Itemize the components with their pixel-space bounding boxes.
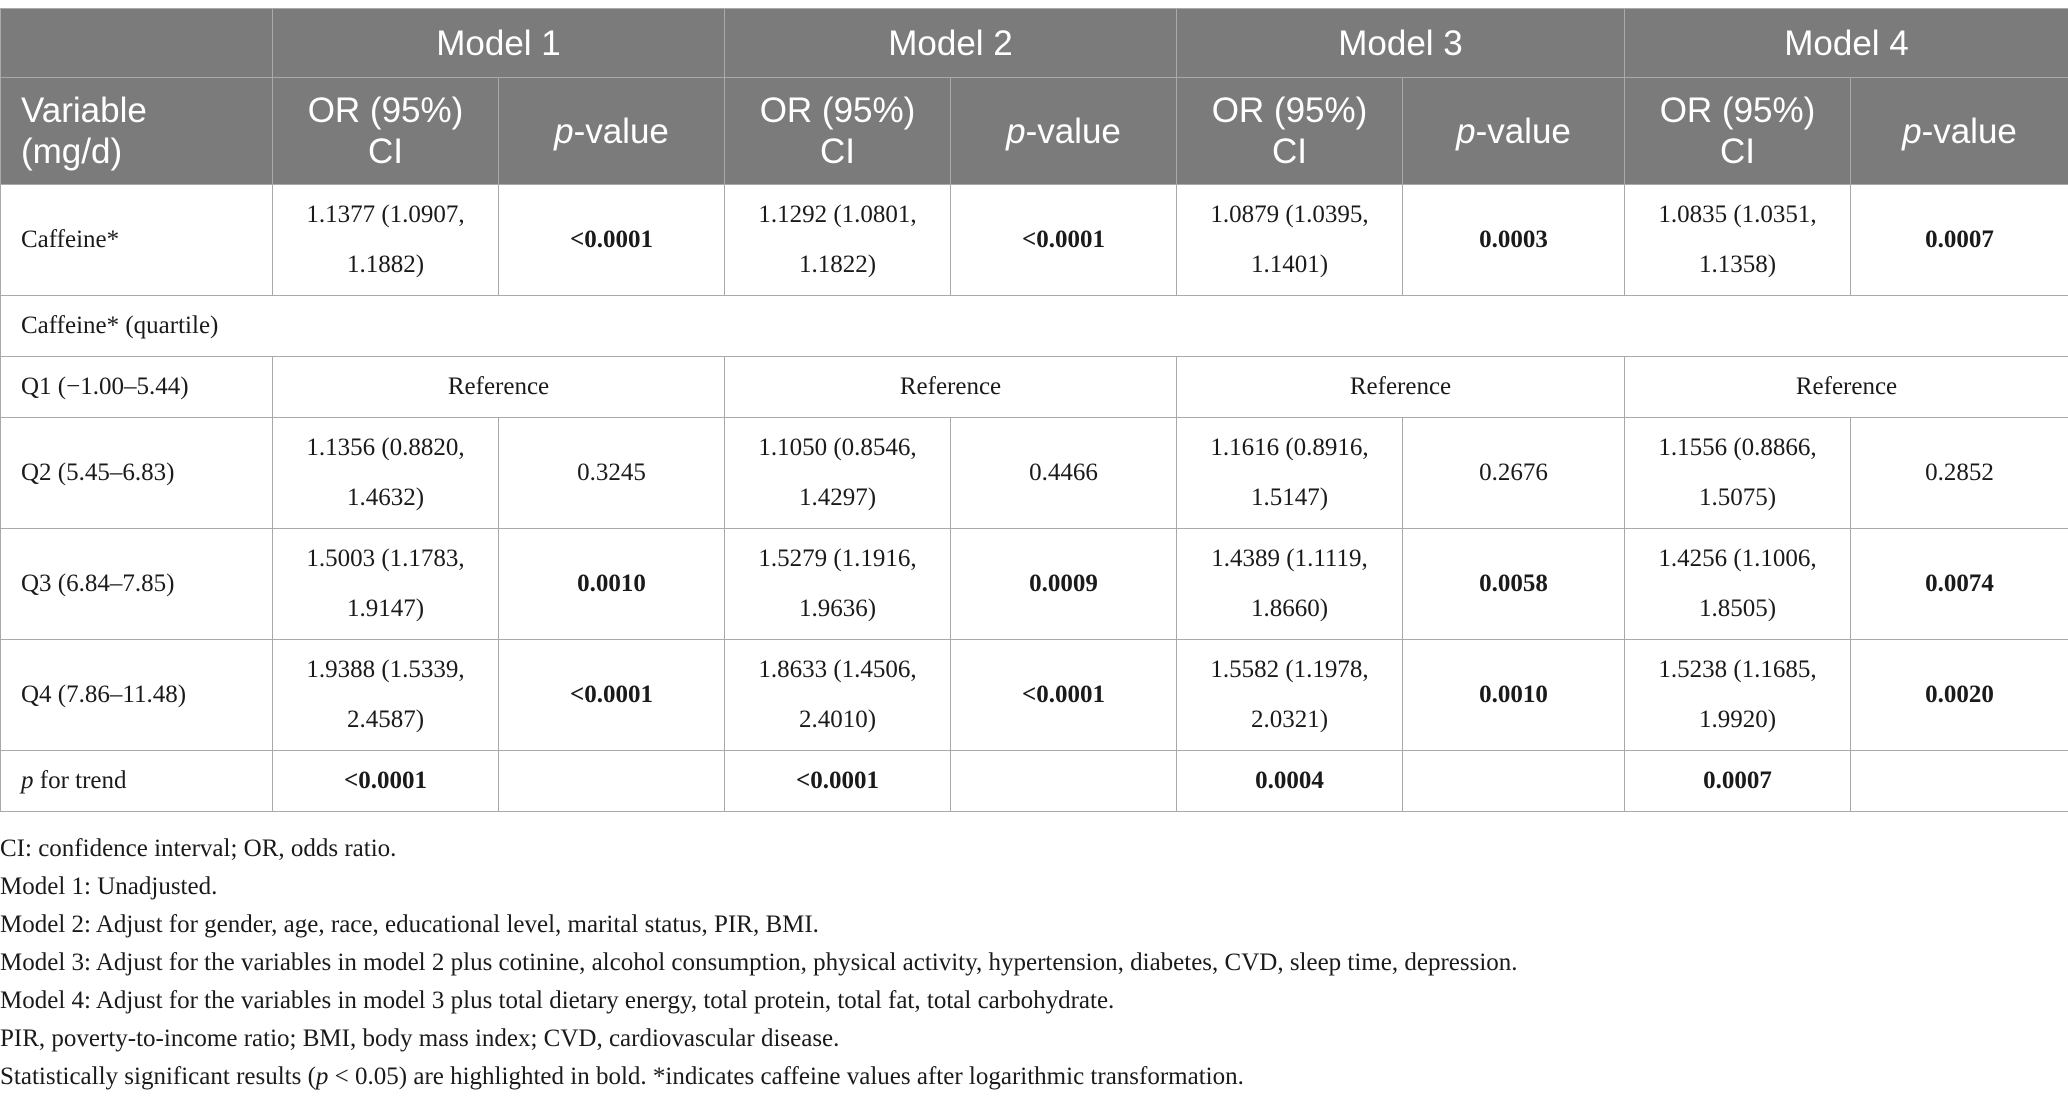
p-value-cell: 0.4466 (951, 418, 1177, 529)
or-ci-cell: 1.5582 (1.1978, 2.0321) (1177, 640, 1403, 751)
variable-header-line2: (mg/d) (21, 132, 123, 171)
p-value-cell: 0.0058 (1403, 529, 1625, 640)
or-ci-cell: 1.5003 (1.1783, 1.9147) (273, 529, 499, 640)
table-row-p-for-trend (1, 751, 2068, 812)
footnote: Model 2: Adjust for gender, age, race, educational level, marital status, PIR, BMI. (0, 911, 819, 938)
p-value-cell: <0.0001 (951, 640, 1177, 751)
results-table (0, 8, 2068, 812)
reference-cell: Reference (1625, 357, 2068, 418)
p-value-cell: 0.0007 (1851, 185, 2068, 296)
row-label: Q1 (−1.00–5.44) (1, 357, 273, 418)
trend-value-cell: 0.0004 (1177, 751, 1403, 812)
reference-cell: Reference (725, 357, 1177, 418)
p-value-cell: 0.2852 (1851, 418, 2068, 529)
p-value-header: p-value (1403, 78, 1625, 185)
p-value-cell: 0.3245 (499, 418, 725, 529)
p-value-cell: 0.0010 (499, 529, 725, 640)
header-empty-cell (1, 9, 273, 78)
header-row-models (1, 9, 2068, 78)
model-2-header: Model 2 (725, 9, 1177, 78)
table-row-q4 (1, 640, 2068, 751)
or-ci-cell: 1.9388 (1.5339, 2.4587) (273, 640, 499, 751)
p-value-cell: 0.0010 (1403, 640, 1625, 751)
or-ci-header: OR (95%) CI (1177, 78, 1403, 185)
or-ci-cell: 1.1556 (0.8866, 1.5075) (1625, 418, 1851, 529)
table-row-quartile-section (1, 296, 2068, 357)
row-label: Q4 (7.86–11.48) (1, 640, 273, 751)
reference-cell: Reference (273, 357, 725, 418)
row-label: Q2 (5.45–6.83) (1, 418, 273, 529)
trend-value-cell: <0.0001 (725, 751, 951, 812)
footnote: Model 1: Unadjusted. (0, 873, 218, 900)
or-ci-header: OR (95%) CI (1625, 78, 1851, 185)
variable-header-line1: Variable (21, 91, 147, 130)
p-value-header: p-value (499, 78, 725, 185)
footnote-significance: Statistically significant results (p < 0.05) are highlighted in bold. *indicates caffeine values after logarithmic transformation. (0, 1063, 1244, 1090)
table-row-q1 (1, 357, 2068, 418)
section-label: Caffeine* (quartile) (1, 296, 2068, 357)
model-1-header: Model 1 (273, 9, 725, 78)
or-ci-cell: 1.0835 (1.0351, 1.1358) (1625, 185, 1851, 296)
p-value-header: p-value (1851, 78, 2068, 185)
or-ci-cell: 1.1377 (1.0907, 1.1882) (273, 185, 499, 296)
or-ci-cell: 1.0879 (1.0395, 1.1401) (1177, 185, 1403, 296)
or-ci-cell: 1.1292 (1.0801, 1.1822) (725, 185, 951, 296)
or-ci-header: OR (95%) CI (725, 78, 951, 185)
p-value-cell: 0.0020 (1851, 640, 2068, 751)
p-value-cell: 0.0003 (1403, 185, 1625, 296)
or-ci-cell: 1.1050 (0.8546, 1.4297) (725, 418, 951, 529)
p-value-cell: 0.0009 (951, 529, 1177, 640)
p-value-header: p-value (951, 78, 1177, 185)
row-label: p for trend (1, 751, 273, 812)
p-value-cell: <0.0001 (951, 185, 1177, 296)
or-ci-cell: 1.8633 (1.4506, 2.4010) (725, 640, 951, 751)
or-ci-cell: 1.5238 (1.1685, 1.9920) (1625, 640, 1851, 751)
footnote: Model 4: Adjust for the variables in model 3 plus total dietary energy, total protein, total fat, total carbohydrate. (0, 987, 1115, 1014)
empty-cell (951, 751, 1177, 812)
p-value-cell: <0.0001 (499, 185, 725, 296)
table-row-q2 (1, 418, 2068, 529)
model-3-header: Model 3 (1177, 9, 1625, 78)
row-label: Caffeine* (1, 185, 273, 296)
variable-header (1, 78, 273, 185)
or-ci-header: OR (95%) CI (273, 78, 499, 185)
or-ci-cell: 1.5279 (1.1916, 1.9636) (725, 529, 951, 640)
or-ci-cell: 1.1616 (0.8916, 1.5147) (1177, 418, 1403, 529)
p-value-cell: <0.0001 (499, 640, 725, 751)
or-ci-cell: 1.1356 (0.8820, 1.4632) (273, 418, 499, 529)
empty-cell (1403, 751, 1625, 812)
empty-cell (499, 751, 725, 812)
or-ci-cell: 1.4389 (1.1119, 1.8660) (1177, 529, 1403, 640)
footnote: CI: confidence interval; OR, odds ratio. (0, 835, 397, 862)
footnote: PIR, poverty-to-income ratio; BMI, body mass index; CVD, cardiovascular disease. (0, 1025, 840, 1052)
footnote: Model 3: Adjust for the variables in model 2 plus cotinine, alcohol consumption, physical activity, hypertension, diabetes, CVD, sleep time, depression. (0, 949, 1518, 976)
model-4-header: Model 4 (1625, 9, 2068, 78)
table-row-caffeine (1, 185, 2068, 296)
reference-cell: Reference (1177, 357, 1625, 418)
table-row-q3 (1, 529, 2068, 640)
trend-value-cell: <0.0001 (273, 751, 499, 812)
empty-cell (1851, 751, 2068, 812)
trend-value-cell: 0.0007 (1625, 751, 1851, 812)
or-ci-cell: 1.4256 (1.1006, 1.8505) (1625, 529, 1851, 640)
p-value-cell: 0.2676 (1403, 418, 1625, 529)
table-footnotes (0, 830, 2068, 1096)
header-row-columns (1, 78, 2068, 185)
row-label: Q3 (6.84–7.85) (1, 529, 273, 640)
p-value-cell: 0.0074 (1851, 529, 2068, 640)
